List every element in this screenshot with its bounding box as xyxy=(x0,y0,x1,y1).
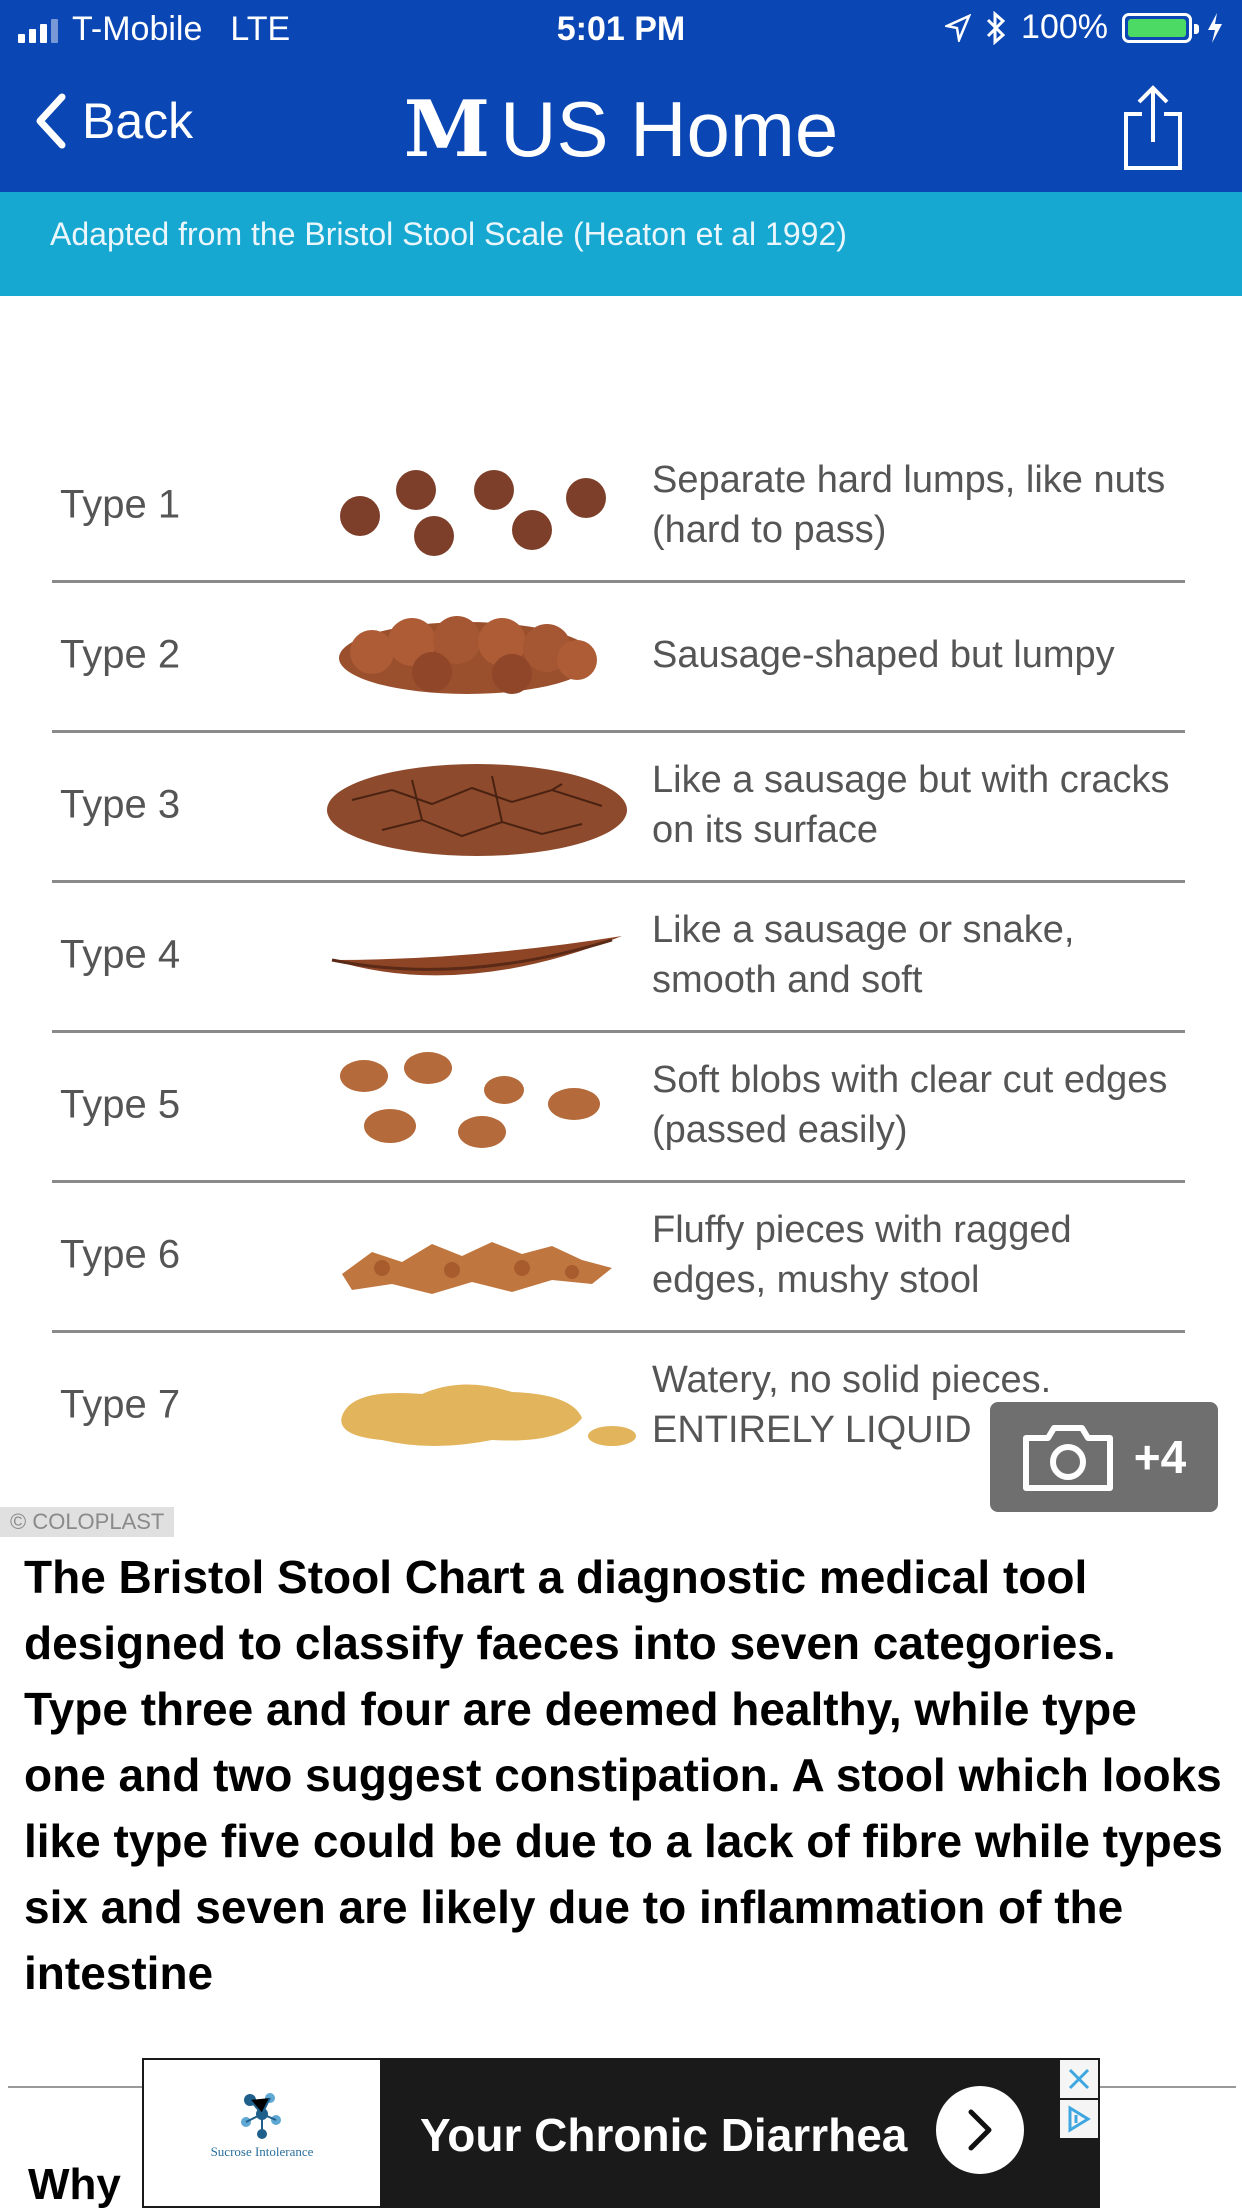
banner-text: Adapted from the Bristol Stool Scale (Heaton et al 1992) xyxy=(50,216,847,252)
chart-row-type-6 xyxy=(52,1180,1185,1333)
type-label: Type 7 xyxy=(60,1382,181,1427)
bluetooth-icon xyxy=(985,11,1007,45)
carrier-label: T-Mobile xyxy=(72,10,203,48)
chart-row-type-3 xyxy=(52,730,1185,883)
type-6-illustration xyxy=(312,1190,642,1320)
type-description: Separate hard lumps, like nuts (hard to pass) xyxy=(652,459,1166,551)
chart-row-type-4 xyxy=(52,880,1185,1033)
type-3-illustration xyxy=(312,740,642,870)
type-4-illustration xyxy=(312,890,642,1020)
network-label: LTE xyxy=(230,10,291,48)
adchoices-icon xyxy=(1066,2105,1092,2133)
chevron-right-icon xyxy=(965,2108,995,2152)
gallery-count: +4 xyxy=(1133,1431,1187,1483)
close-icon xyxy=(1067,2067,1091,2091)
clock: 5:01 PM xyxy=(556,10,686,48)
back-label: Back xyxy=(82,93,194,149)
ad-choices-button[interactable] xyxy=(1060,2100,1098,2138)
type-1-illustration xyxy=(312,440,642,570)
chart-row-type-5 xyxy=(52,1030,1185,1183)
ad-go-button[interactable] xyxy=(936,2086,1024,2174)
logo: M xyxy=(403,84,485,175)
chart-row-type-2 xyxy=(52,580,1185,733)
type-description: Soft blobs with clear cut edges (passed easily) xyxy=(652,1059,1168,1151)
status-bar xyxy=(0,0,1242,62)
chart-banner xyxy=(0,192,1242,296)
location-icon xyxy=(945,14,971,42)
type-description: Like a sausage or snake, smooth and soft xyxy=(652,909,1075,1001)
ad-brand: Sucrose Intolerance xyxy=(210,2144,314,2159)
chart-row-type-1 xyxy=(52,430,1185,583)
type-2-illustration xyxy=(312,590,642,720)
type-label: Type 3 xyxy=(60,782,181,827)
ad-close-button[interactable] xyxy=(1060,2060,1098,2098)
type-label: Type 4 xyxy=(60,932,181,977)
nav-bar xyxy=(0,62,1242,192)
charging-icon xyxy=(1206,12,1224,44)
type-label: Type 5 xyxy=(60,1082,181,1127)
stool-chart-image[interactable] xyxy=(0,296,1242,1534)
battery-percent: 100% xyxy=(1021,8,1108,46)
share-button[interactable] xyxy=(1122,84,1184,177)
camera-icon xyxy=(1022,1422,1114,1492)
type-description: Fluffy pieces with ragged edges, mushy stool xyxy=(652,1209,1072,1301)
title-text: US Home xyxy=(500,85,839,173)
type-label: Type 2 xyxy=(60,632,181,677)
type-label: Type 1 xyxy=(60,482,181,527)
type-7-illustration xyxy=(312,1340,642,1470)
battery-icon xyxy=(1122,13,1192,43)
type-description: Sausage-shaped but lumpy xyxy=(652,634,1115,676)
type-description: Watery, no solid pieces. ENTIRELY LIQUID xyxy=(652,1359,1052,1451)
molecule-icon xyxy=(232,2084,292,2144)
type-description: Like a sausage but with cracks on its surface xyxy=(652,759,1170,851)
ad-logo xyxy=(144,2060,380,2206)
type-label: Type 6 xyxy=(60,1232,181,1277)
ad-headline: Your Chronic Diarrhea xyxy=(420,2109,908,2161)
image-credit: © COLOPLAST xyxy=(0,1507,174,1537)
gallery-button[interactable] xyxy=(990,1402,1218,1512)
image-caption: The Bristol Stool Chart a diagnostic medical tool designed to classify faeces into seven categories. Type three and four are deemed healthy, while type one and two suggest constipation. A stool which looks like type five could be due to a lack of fibre while types six and seven are likely due to inflammation of the intestine xyxy=(24,1551,1223,1999)
type-5-illustration xyxy=(312,1040,642,1170)
next-heading: Why xyxy=(28,2160,121,2209)
page-title xyxy=(0,84,1242,175)
ad-banner[interactable] xyxy=(142,2058,1100,2208)
share-icon xyxy=(1122,84,1184,172)
